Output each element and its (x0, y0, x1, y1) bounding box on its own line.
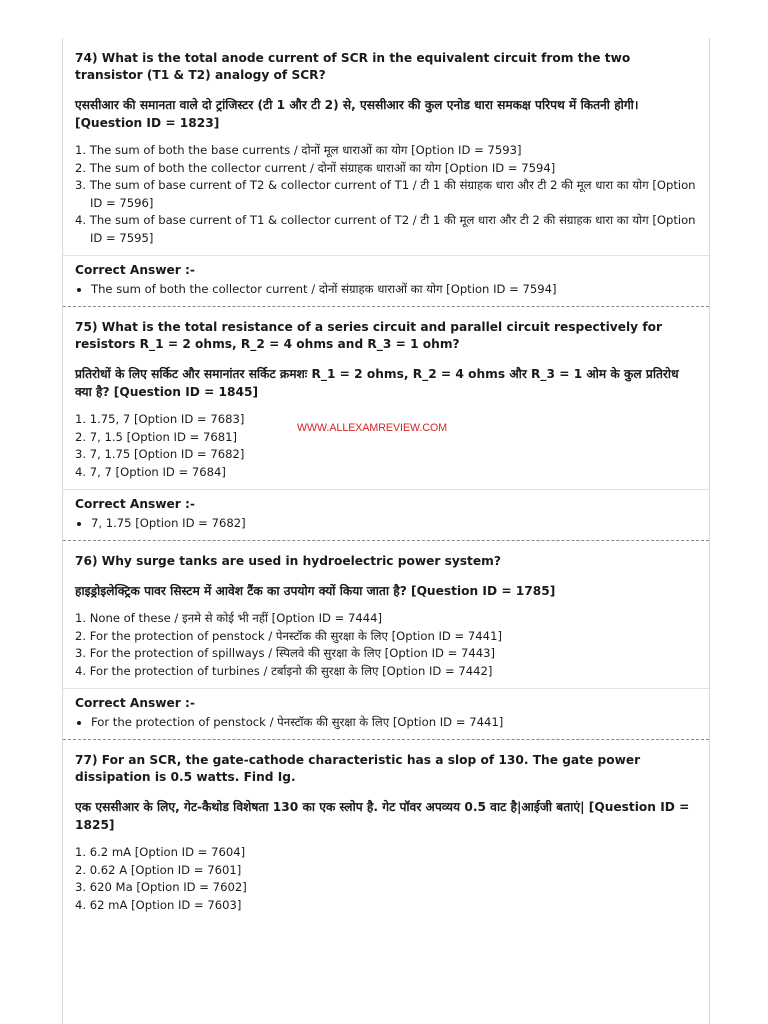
question-hindi: एक एससीआर के लिए, गेट-कैथोड विशेषता 130 का एक स्लोप है. गेट पॉवर अपव्यय 0.5 वाट है|आईजी बताएं| [Question ID = 1825] (75, 800, 690, 832)
answer-text: • The sum of both the collector current / दोनों संग्राहक धाराओं का योग [Option ID = 7594] (91, 281, 697, 298)
option-item: 2. 7, 1.5 [Option ID = 7681] (75, 429, 237, 444)
option-item: 3. 7, 1.75 [Option ID = 7682] (75, 447, 245, 461)
option-item: 2. For the protection of penstock / पेनस्टॉक की सुरक्षा के लिए [Option ID = 7441] (75, 628, 502, 643)
answer-block-76 (63, 688, 709, 739)
option-item: 1. The sum of both the base currents / दोनों मूल धाराओं का योग [Option ID = 7593] (75, 143, 522, 157)
question-title: 75) What is the total resistance of a series circuit and parallel circuit respectively for resistors R_1 = 2 ohms, R_2 = 4 ohms and R_3 = 1 ohm? (75, 320, 663, 351)
answer-text: • 7, 1.75 [Option ID = 7682] (91, 515, 697, 532)
option-item: 2. The sum of both the collector current / दोनों संग्राहक धाराओं का योग [Option ID = 7594] (75, 160, 556, 175)
answer-label: Correct Answer :- (75, 696, 195, 710)
question-75 (63, 307, 709, 489)
answer-label: Correct Answer :- (75, 263, 195, 277)
question-hindi: एससीआर की समानता वाले दो ट्रांजिस्टर (टी 1 और टी 2) से, एससीआर की कुल एनोड धारा समकक्ष परिपथ में कितनी होगी। [Question ID = 1823] (75, 98, 639, 130)
question-74 (63, 38, 709, 255)
question-hindi: हाइड्रोइलेक्ट्रिक पावर सिस्टम में आवेश टैंक का उपयोग क्यों किया जाता है? [Question ID = 1785] (75, 584, 556, 598)
options-list (75, 142, 697, 255)
question-title: 77) For an SCR, the gate-cathode characteristic has a slop of 130. The gate power dissipation is 0.5 watts. Find Ig. (75, 753, 641, 784)
option-item: 3. The sum of base current of T2 & collector current of T1 / टी 1 की संग्राहक धारा और टी 2 की मूल धारा का योग [Option ID = 7596] (75, 178, 696, 210)
option-item: 2. 0.62 A [Option ID = 7601] (75, 862, 242, 877)
question-76 (63, 541, 709, 688)
question-title: 74) What is the total anode current of SCR in the equivalent circuit from the two transistor (T1 & T2) analogy of SCR? (75, 51, 631, 82)
answer-block-74 (63, 255, 709, 306)
answer-block-75 (63, 489, 709, 540)
option-item: 4. 62 mA [Option ID = 7603] (75, 897, 242, 912)
option-item: 4. 7, 7 [Option ID = 7684] (75, 464, 226, 479)
watermark-text: WWW.ALLEXAMREVIEW.COM (297, 422, 448, 434)
answer-text: • For the protection of penstock / पेनस्टॉक की सुरक्षा के लिए [Option ID = 7441] (91, 714, 697, 731)
question-77 (63, 740, 709, 922)
document-page (62, 38, 710, 1024)
options-list (75, 844, 697, 922)
option-item: 3. 620 Ma [Option ID = 7602] (75, 880, 247, 894)
option-item: 1. 6.2 mA [Option ID = 7604] (75, 845, 246, 859)
answer-label: Correct Answer :- (75, 497, 195, 511)
option-item: 4. For the protection of turbines / टर्बाइनो की सुरक्षा के लिए [Option ID = 7442] (75, 663, 493, 678)
option-item: 3. For the protection of spillways / स्पिलवे की सुरक्षा के लिए [Option ID = 7443] (75, 646, 496, 660)
option-item: 1. 1.75, 7 [Option ID = 7683] (75, 412, 245, 426)
question-title: 76) Why surge tanks are used in hydroelectric power system? (75, 554, 501, 568)
options-list (75, 610, 697, 688)
option-item: 4. The sum of base current of T1 & collector current of T2 / टी 1 की मूल धारा और टी 2 की संग्राहक धारा का योग [Option ID = 7595] (75, 213, 696, 245)
question-hindi: प्रतिरोधों के लिए सर्किट और समानांतर सर्किट क्रमशः R_1 = 2 ohms, R_2 = 4 ohms और R_3 = 1 ओम के कुल प्रतिरोध क्या है? [Question ID = 1845] (75, 367, 679, 399)
option-item: 1. None of these / इनमे से कोई भी नहीं [Option ID = 7444] (75, 611, 383, 625)
